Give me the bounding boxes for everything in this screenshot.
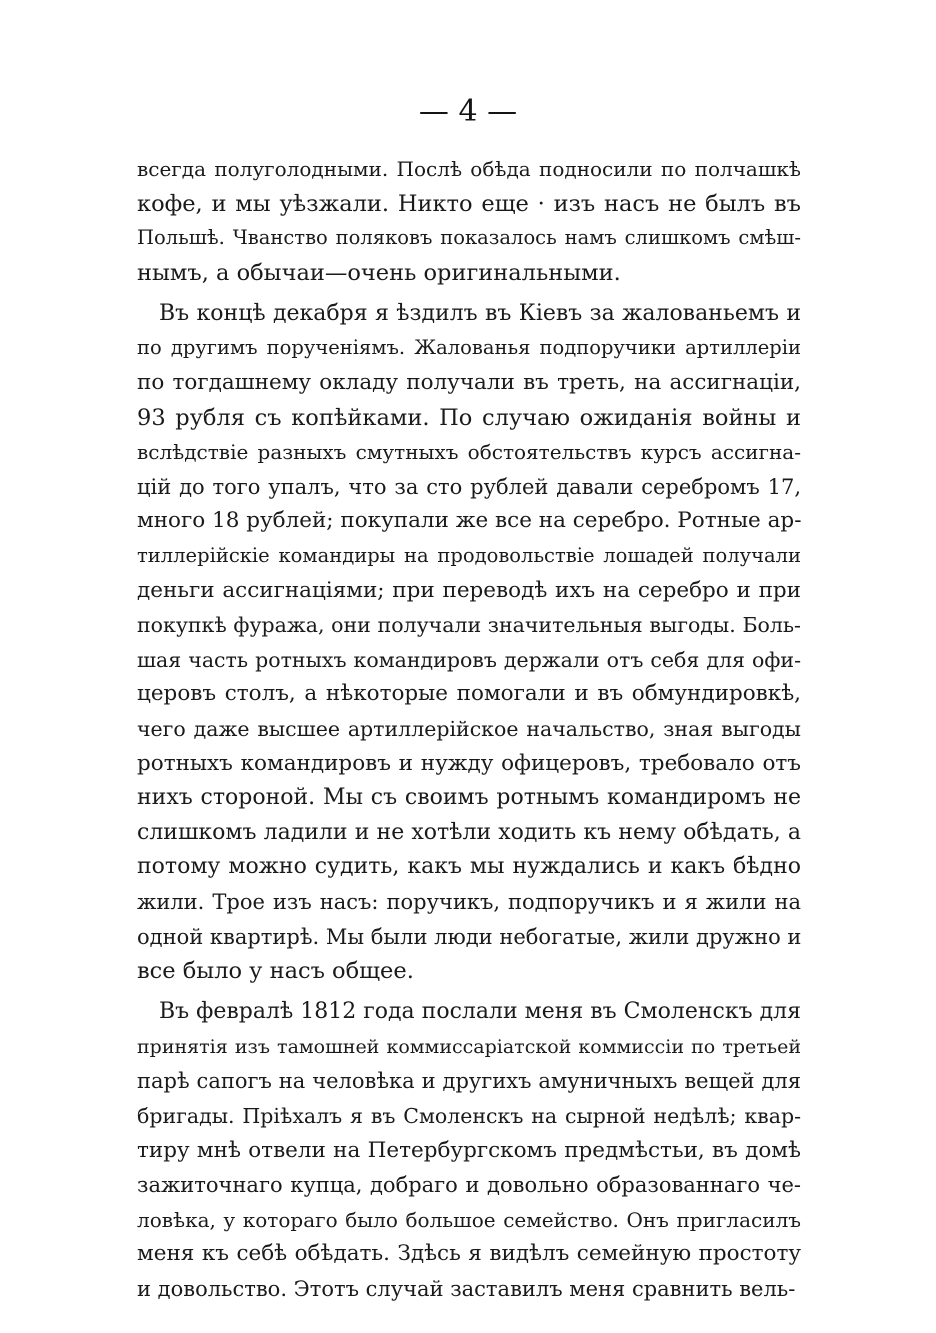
text-line: бригады. Пріѣхалъ я въ Смоленскъ на сырной недѣлѣ; квар-	[137, 1104, 801, 1129]
paragraph	[137, 152, 801, 290]
text-line: потому можно судить, какъ мы нуждались и какъ бѣдно	[137, 854, 801, 880]
body-text	[137, 152, 801, 1313]
text-line: и довольство. Этотъ случай заставилъ меня сравнить вель-	[137, 1277, 796, 1301]
page-number-header: — 4 —	[418, 94, 518, 129]
text-line: деньги ассигнаціями; при переводѣ ихъ на серебро и при	[137, 577, 801, 603]
text-line: все было у насъ общее.	[137, 958, 414, 985]
text-line: покупкѣ фуража, они получали значительныя выгоды. Боль-	[137, 613, 801, 638]
text-line: принятія изъ тамошней коммиссаріатской коммиссіи по третьей	[137, 1035, 801, 1058]
text-line: нихъ стороной. Мы съ своимъ ротнымъ командиромъ не	[137, 785, 801, 811]
text-line: Польшѣ. Чванство поляковъ показалось намъ слишкомъ смѣш-	[137, 226, 801, 250]
text-line: по другимъ порученіямъ. Жалованья подпоручики артиллеріи	[137, 336, 801, 360]
text-line: зажиточнаго купца, добраго и довольно образованнаго че-	[137, 1173, 801, 1198]
text-line: нымъ, а обычаи—очень оригинальными.	[137, 259, 621, 286]
text-line: одной квартирѣ. Мы были люди небогатые, жили дружно и	[137, 924, 802, 949]
text-line: Въ февралѣ 1812 года послали меня въ Смоленскъ для	[159, 999, 801, 1025]
text-line: всегда полуголодными. Послѣ обѣда подносили по полчашкѣ	[137, 157, 801, 181]
text-line: шая часть ротныхъ командировъ держали отъ себя для офи-	[137, 647, 801, 672]
paragraph	[137, 995, 801, 1306]
text-line: Въ концѣ декабря я ѣздилъ въ Кіевъ за жалованьемъ и	[159, 300, 801, 326]
text-line: 93 рубля съ копѣйками. По случаю ожиданія войны и	[137, 404, 801, 431]
text-line: цій до того упалъ, что за сто рублей давали серебромъ 17,	[137, 474, 801, 499]
text-line: парѣ сапогъ на человѣка и другихъ амуничныхъ вещей для	[137, 1069, 801, 1094]
text-line: тиллерійскіе командиры на продовольствіе лошадей получали	[137, 544, 801, 568]
text-line: меня къ себѣ обѣдать. Здѣсь я видѣлъ семейную простоту	[137, 1241, 801, 1267]
text-line: слишкомъ ладили и не хотѣли ходить къ нему обѣдать, а	[137, 819, 801, 845]
text-line: церовъ столъ, а нѣкоторые помогали и въ обмундировкѣ,	[137, 681, 801, 707]
paragraph	[137, 297, 801, 989]
text-line: вслѣдствіе разныхъ смутныхъ обстоятельствъ курсъ ассигна-	[137, 440, 801, 465]
text-line: кофе, и мы уѣзжали. Никто еще · изъ насъ не былъ въ	[137, 190, 801, 217]
text-line: жили. Трое изъ насъ: поручикъ, подпоручикъ и я жили на	[137, 889, 801, 914]
text-line: тиру мнѣ отвели на Петербургскомъ предмѣстьи, въ домѣ	[137, 1137, 801, 1163]
text-line: чего даже высшее артиллерійское начальство, зная выгоды	[137, 717, 801, 741]
text-line: много 18 рублей; покупали же все на серебро. Ротные ар-	[137, 508, 802, 534]
text-line: ротныхъ командировъ и нужду офицеровъ, требовало отъ	[137, 750, 801, 776]
text-line: ловѣка, у котораго было большое семейство. Онъ пригласилъ	[137, 1207, 801, 1232]
text-line: по тогдашнему окладу получали въ треть, на ассигнаціи,	[137, 370, 801, 396]
